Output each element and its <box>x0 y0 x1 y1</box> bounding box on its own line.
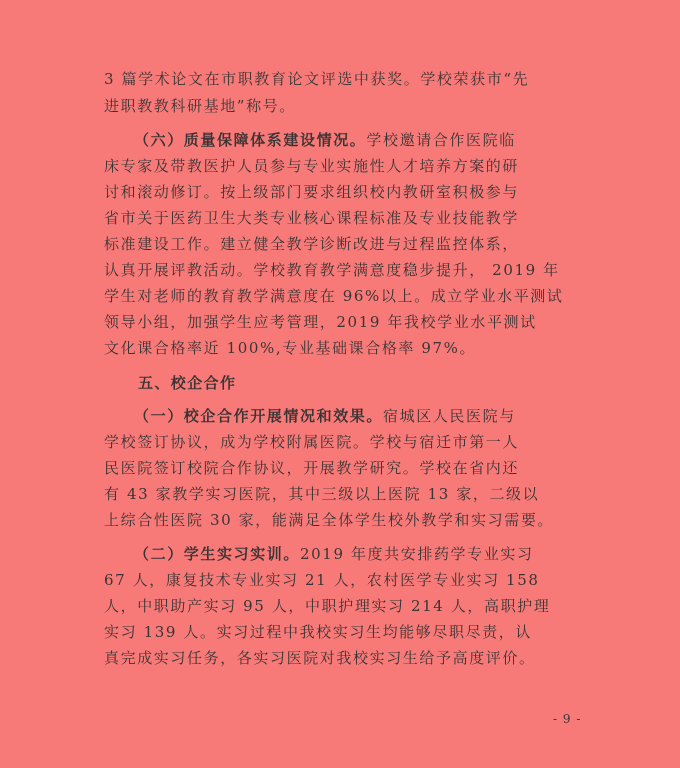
body-text-line: 3 篇学术论文在市职教育论文评选中获奖。学校荣获市“先 <box>104 70 530 88</box>
body-text-line: 67 人，康复技术专业实习 21 人，农村医学专业实习 158 <box>104 571 540 589</box>
paragraph-with-heading <box>134 407 516 425</box>
subsection-heading: （六）质量保障体系建设情况。 <box>134 131 367 149</box>
subsection-heading: （一）校企合作开展情况和效果。 <box>134 407 384 425</box>
subsection-heading: （二）学生实习实训。 <box>134 545 301 563</box>
body-text-line: 学校签订协议，成为学校附属医院。学校与宿迁市第一人 <box>104 433 520 451</box>
body-text-line: 认真开展评教活动。学校教育教学满意度稳步提升， 2019 年 <box>104 261 560 279</box>
body-text-line: 标准建设工作。建立健全教学诊断改进与过程监控体系， <box>104 235 520 253</box>
body-text-line: 学生对老师的教育教学满意度在 96%以上。成立学业水平测试 <box>104 287 564 305</box>
body-text-line: 上综合性医院 30 家，能满足全体学生校外教学和实习需要。 <box>104 511 555 529</box>
body-text-line: 人，中职助产实习 95 人，中职护理实习 214 人，高职护理 <box>104 597 551 615</box>
body-text-line: 床专家及带教医护人员参与专业实施性人才培养方案的研 <box>104 157 520 175</box>
page-number: - 9 - <box>553 712 582 726</box>
body-text-line: 真完成实习任务，各实习医院对我校实习生给予高度评价。 <box>104 649 536 667</box>
body-text-line: 省市关于医药卫生大类专业核心课程标准及专业技能教学 <box>104 209 520 227</box>
body-text-line: 讨和滚动修订。按上级部门要求组织校内教研室积极参与 <box>104 183 520 201</box>
body-text-line: 2019 年度共安排药学专业实习 <box>300 545 534 563</box>
body-text-line: 有 43 家教学实习医院，其中三级以上医院 13 家，二级以 <box>104 485 540 503</box>
paragraph-with-heading <box>134 545 534 563</box>
body-text-line: 进职教教科研基地”称号。 <box>104 97 296 115</box>
paragraph-with-heading <box>134 131 516 149</box>
body-text-line: 领导小组，加强学生应考管理，2019 年我校学业水平测试 <box>104 313 537 331</box>
body-text-line: 学校邀请合作医院临 <box>366 131 516 149</box>
body-text-line: 民医院签订校院合作协议，开展教学研究。学校在省内还 <box>104 459 520 477</box>
body-text-line: 实习 139 人。实习过程中我校实习生均能够尽职尽责，认 <box>104 623 532 641</box>
section-title: 五、校企合作 <box>138 374 237 392</box>
body-text-line: 宿城区人民医院与 <box>383 407 516 425</box>
body-text-line: 文化课合格率近 100%,专业基础课合格率 97%。 <box>104 339 477 357</box>
